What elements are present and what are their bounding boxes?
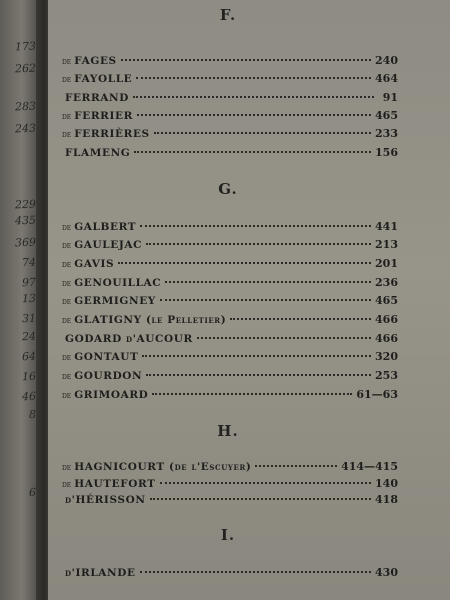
entry-prefix: de <box>62 130 72 139</box>
dot-leader <box>142 355 371 357</box>
section-letter-g: G. <box>218 180 238 198</box>
entry-name: FAYOLLE <box>74 73 133 85</box>
index-entry <box>62 127 398 143</box>
entry-name: FERRIER <box>74 110 133 122</box>
index-entry <box>62 350 398 366</box>
margin-number: 64 <box>21 349 37 364</box>
entry-page-number: 140 <box>375 477 398 490</box>
entry-name: FERRAND <box>65 92 129 104</box>
index-entry <box>62 146 398 162</box>
index-entry <box>62 294 398 310</box>
entry-page-number: 414—415 <box>341 460 398 473</box>
dot-leader <box>140 225 371 227</box>
dot-leader <box>150 498 372 500</box>
entry-prefix: de <box>62 372 72 381</box>
dot-leader <box>133 96 374 98</box>
entry-prefix: de <box>62 316 72 325</box>
index-entry <box>62 238 398 254</box>
margin-number: 283 <box>14 99 37 114</box>
entry-page-number: 213 <box>375 238 398 251</box>
entry-name: FAGES <box>74 55 117 67</box>
dot-leader <box>146 243 371 245</box>
index-entry <box>62 388 398 404</box>
entry-prefix: de <box>62 112 72 121</box>
index-entry <box>62 332 398 348</box>
entry-name: HAGNICOURT (de l'Escuyer) <box>74 461 252 473</box>
index-entry <box>62 72 398 88</box>
entry-page-number: 156 <box>375 146 398 159</box>
entry-page-number: 464 <box>375 72 398 85</box>
index-entry <box>62 109 398 125</box>
entry-page-number: 441 <box>375 220 398 233</box>
margin-number: 173 <box>14 39 37 54</box>
entry-prefix: de <box>62 241 72 250</box>
dot-leader <box>118 262 371 264</box>
dot-leader <box>160 482 371 484</box>
entry-name: FLAMENG <box>65 147 131 159</box>
entry-page-number: 236 <box>375 276 398 289</box>
margin-number: 46 <box>21 389 37 404</box>
margin-number: 13 <box>21 291 37 306</box>
entry-name: GENOUILLAC <box>74 277 162 289</box>
facing-page-edge <box>0 0 40 600</box>
entry-prefix: de <box>62 260 72 269</box>
entry-name: GRIMOARD <box>74 389 149 401</box>
entry-page-number: 201 <box>375 257 398 270</box>
index-entry <box>62 54 398 70</box>
entry-name: GAVIS <box>74 258 115 270</box>
index-entry <box>62 566 398 582</box>
index-entry <box>62 313 398 329</box>
entry-page-number: 418 <box>375 493 398 506</box>
dot-leader <box>160 299 371 301</box>
entry-prefix: de <box>62 480 72 489</box>
dot-leader <box>154 132 371 134</box>
entry-name: d'IRLANDE <box>65 567 136 579</box>
entry-name: GERMIGNEY <box>74 295 156 307</box>
dot-leader <box>230 318 371 320</box>
entry-name: HAUTEFORT <box>74 478 156 490</box>
entry-prefix: de <box>62 75 72 84</box>
entry-prefix: de <box>62 391 72 400</box>
margin-number: 243 <box>14 121 37 136</box>
entry-name: FERRIÈRES <box>74 128 150 140</box>
dot-leader <box>136 77 371 79</box>
dot-leader <box>140 571 371 573</box>
entry-prefix: de <box>62 223 72 232</box>
index-entry <box>62 91 398 107</box>
dot-leader <box>137 114 371 116</box>
dot-leader <box>146 374 371 376</box>
dot-leader <box>121 59 371 61</box>
entry-name: GOURDON <box>74 370 143 382</box>
margin-number: 16 <box>21 369 37 384</box>
entry-prefix: de <box>62 463 72 472</box>
margin-number: 229 <box>14 197 37 212</box>
margin-number: 31 <box>21 311 37 326</box>
index-entry <box>62 276 398 292</box>
entry-page-number: 320 <box>375 350 398 363</box>
entry-page-number: 466 <box>375 332 398 345</box>
margin-number: 74 <box>21 255 37 270</box>
dot-leader <box>255 465 337 467</box>
entry-prefix: de <box>62 57 72 66</box>
dot-leader <box>152 393 352 395</box>
margin-number: 262 <box>14 61 37 76</box>
margin-number: 97 <box>21 275 37 290</box>
index-entry <box>62 477 398 493</box>
entry-page-number: 91 <box>382 91 398 104</box>
margin-number: 435 <box>14 213 37 228</box>
index-entry <box>62 220 398 236</box>
section-letter-i: I. <box>220 526 236 544</box>
index-page <box>48 0 450 600</box>
dot-leader <box>134 151 371 153</box>
entry-prefix: de <box>62 279 72 288</box>
entry-page-number: 466 <box>375 313 398 326</box>
section-letter-h: H. <box>217 422 239 440</box>
margin-number: 8 <box>28 407 37 422</box>
section-letter-f: F. <box>219 6 237 24</box>
dot-leader <box>165 281 371 283</box>
entry-prefix: de <box>62 353 72 362</box>
entry-name: GAULEJAC <box>74 239 143 251</box>
entry-page-number: 61—63 <box>356 388 398 401</box>
entry-prefix: de <box>62 297 72 306</box>
index-entry <box>62 493 398 509</box>
margin-number: 6 <box>28 485 37 500</box>
margin-number: 369 <box>14 235 37 250</box>
index-entry <box>62 257 398 273</box>
entry-page-number: 253 <box>375 369 398 382</box>
index-entry <box>62 369 398 385</box>
entry-name: GODARD d'AUCOUR <box>65 333 193 345</box>
entry-page-number: 465 <box>375 294 398 307</box>
entry-page-number: 240 <box>375 54 398 67</box>
entry-page-number: 430 <box>375 566 398 579</box>
entry-name: GONTAUT <box>74 351 139 363</box>
margin-number: 24 <box>21 329 37 344</box>
entry-name: GALBERT <box>74 221 137 233</box>
index-entry <box>62 460 398 476</box>
dot-leader <box>197 337 371 339</box>
entry-name: d'HÉRISSON <box>65 494 146 506</box>
entry-page-number: 465 <box>375 109 398 122</box>
entry-page-number: 233 <box>375 127 398 140</box>
entry-name: GLATIGNY (le Pelletier) <box>74 314 227 326</box>
